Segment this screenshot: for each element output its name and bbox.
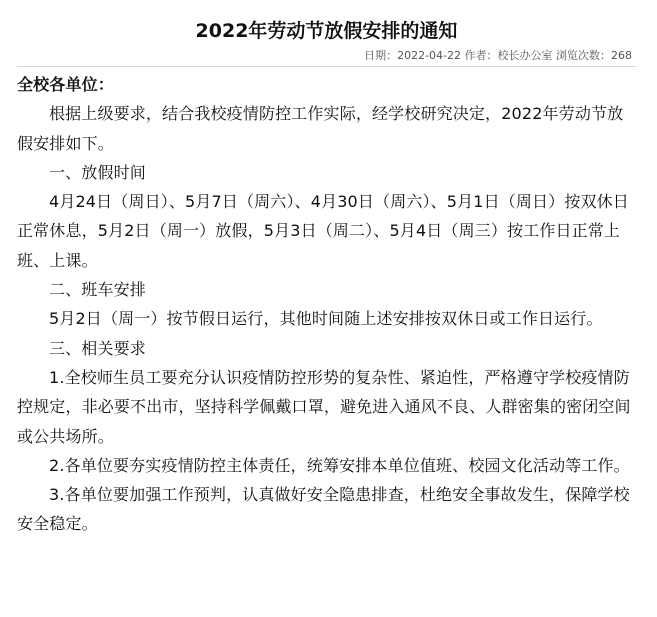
article-body (17, 70, 636, 539)
paragraph-requirement-3: 3.各单位要加强工作预判，认真做好安全隐患排查，杜绝安全事故发生，保障学校安全稳定。 (17, 485, 630, 534)
paragraph-holiday-time: 4月24日（周日）、5月7日（周六）、4月30日（周六）、5月1日（周日）按双休日正常休息，5月2日（周一）放假，5月3日（周二）、5月4日（周三）按工作日正常上班、上课。 (17, 192, 629, 270)
section-heading-holiday-time: 一、放假时间 (49, 162, 146, 182)
section-heading-requirements: 三、相关要求 (49, 338, 146, 358)
paragraph-requirement-2: 2.各单位要夯实疫情防控主体责任，统筹安排本单位值班、校园文化活动等工作。 (49, 455, 630, 475)
page-title: 2022年劳动节放假安排的通知 (195, 20, 458, 42)
paragraph-intro: 根据上级要求，结合我校疫情防控工作实际，经学校研究决定，2022年劳动节放假安排如下。 (17, 104, 624, 153)
paragraph-shuttle-bus: 5月2日（周一）按节假日运行，其他时间随上述安排按双休日或工作日运行。 (49, 309, 603, 329)
section-heading-shuttle-bus: 二、班车安排 (49, 280, 146, 300)
paragraph-requirement-1: 1.全校师生员工要充分认识疫情防控形势的复杂性、紧迫性，严格遵守学校疫情防控规定，非必要不出市，坚持科学佩戴口罩，避免进入通风不良、人群密集的密闭空间或公共场所。 (17, 367, 631, 446)
greeting: 全校各单位： (17, 75, 114, 94)
article-meta: 日期：2022-04-22 作者：校长办公室 浏览次数：268 (17, 46, 636, 67)
